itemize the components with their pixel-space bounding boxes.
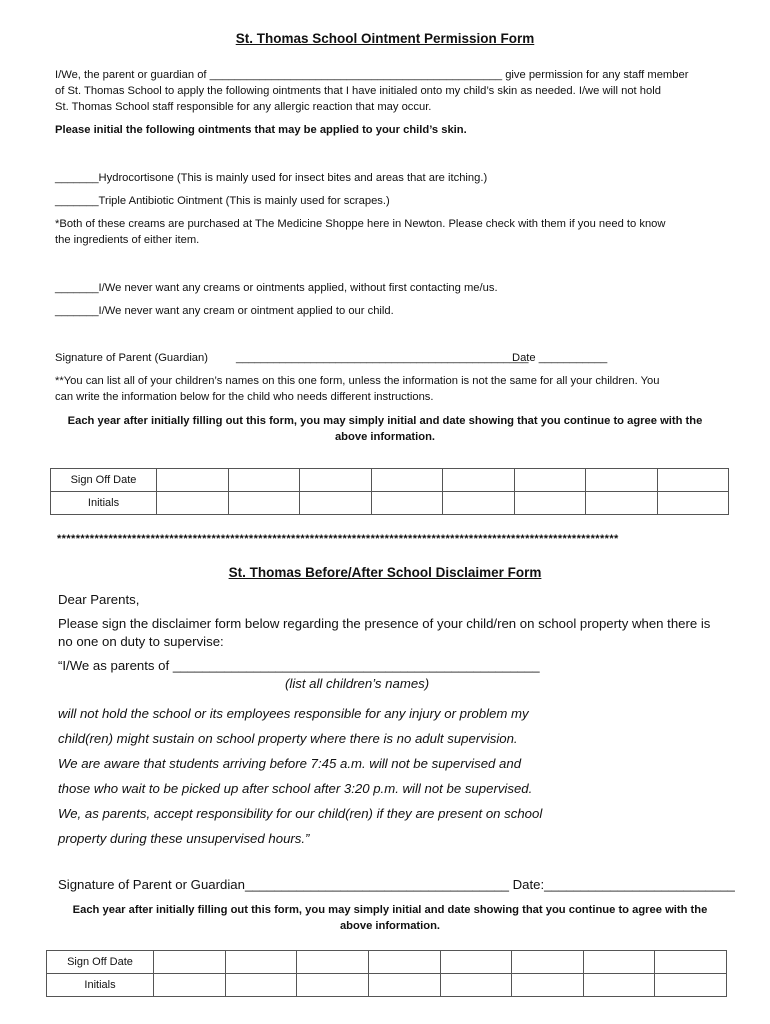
table-cell[interactable] [440,951,512,974]
form2-signature-field[interactable]: ____________________________________ [244,877,509,892]
table-cell[interactable] [297,951,369,974]
form2-date-field[interactable]: __________________________ [544,877,735,892]
option-never-apply[interactable]: _______I/We never want any cream or ointment applied to our child. [55,305,394,317]
medicine-note-line2: the ingredients of either item. [55,234,200,246]
table-cell[interactable] [514,492,586,515]
table-cell[interactable] [512,974,584,997]
form1-title: St. Thomas School Ointment Permission Form [235,31,535,46]
table-cell[interactable] [586,492,658,515]
children-names-field[interactable]: __________________________________________________ [172,658,540,673]
statement-line: property during these unsupervised hours.” [58,831,310,846]
table-cell[interactable] [371,469,443,492]
table-cell[interactable] [512,951,584,974]
initial-instruction: Please initial the following ointments that may be applied to your child’s skin. [55,124,467,136]
divider: ************************************************************************************************************************ [57,533,619,545]
form2-intro [58,615,710,651]
table-cell[interactable] [657,469,729,492]
medicine-note-line1: *Both of these creams are purchased at The Medicine Shoppe here in Newton. Please check with them if you need to know [55,218,666,230]
signoff-date-label: Sign Off Date [47,951,154,974]
table-cell[interactable] [157,492,229,515]
children-note-line1: **You can list all of your children’s names on this one form, unless the information is not the same for all your children. You [55,375,660,387]
medicine-note [55,216,665,248]
form2-yearly-note-line1: Each year after initially filling out this form, you may simply initial and date showing that you continue to agree with the [72,904,708,916]
table-row [51,492,729,515]
table-row [47,951,727,974]
table-row [47,974,727,997]
yearly-note [45,413,725,445]
intro-text-a: I/We, the parent or guardian of [55,69,210,81]
statement-line: will not hold the school or its employees responsible for any injury or problem my [58,706,529,721]
signoff-table-2 [46,950,727,997]
table-cell[interactable] [228,492,300,515]
table-cell[interactable] [300,469,372,492]
form2-signature-line [58,876,735,894]
form2-yearly-note [45,902,735,934]
table-cell[interactable] [583,974,655,997]
parents-of-label: “I/We as parents of [58,658,173,673]
parents-of-line [58,657,540,675]
statement-line: We are aware that students arriving before 7:45 a.m. will not be supervised and [58,756,522,771]
table-cell[interactable] [368,974,440,997]
table-cell[interactable] [154,951,226,974]
table-cell[interactable] [657,492,729,515]
children-note-line2: can write the information below for the child who needs different instructions. [55,391,434,403]
form2-yearly-note-line2: above information. [339,920,441,932]
table-cell[interactable] [225,974,297,997]
statement-line: child(ren) might sustain on school property where there is no adult supervision. [58,731,518,746]
signoff-date-label: Sign Off Date [51,469,157,492]
intro-text-line2: of St. Thomas School to apply the following ointments that I have initialed onto my child’s skin as needed. I/we will not hold [55,85,661,97]
form2-title: St. Thomas Before/After School Disclaimer Form [228,565,542,580]
table-cell[interactable] [297,974,369,997]
table-cell[interactable] [443,492,515,515]
disclaimer-statement [58,701,542,851]
initials-label: Initials [51,492,157,515]
signature-field[interactable]: _______________________________________________ [236,352,529,364]
table-cell[interactable] [225,951,297,974]
table-cell[interactable] [371,492,443,515]
children-note [55,373,659,405]
form2-signature-label: Signature of Parent or Guardian [58,877,245,892]
option-contact-first[interactable]: _______I/We never want any creams or ointments applied, without first contacting me/us. [55,282,498,294]
intro-text-b: give permission for any staff member [502,69,689,81]
statement-line: We, as parents, accept responsibility for our child(ren) if they are present on school [58,806,543,821]
table-cell[interactable] [586,469,658,492]
option-hydrocortisone[interactable]: _______Hydrocortisone (This is mainly used for insect bites and areas that are itching.) [55,172,488,184]
form2-date-label: Date: [508,877,545,892]
table-cell[interactable] [368,951,440,974]
table-cell[interactable] [154,974,226,997]
signature-label: Signature of Parent (Guardian) [55,352,208,364]
greeting: Dear Parents, [58,592,140,607]
form2-intro-line2: no one on duty to supervise: [58,634,224,649]
table-cell[interactable] [440,974,512,997]
date-field[interactable]: Date ___________ [512,352,608,364]
intro-text-line3: St. Thomas School staff responsible for any allergic reaction that may occur. [55,101,432,113]
table-cell[interactable] [655,974,727,997]
yearly-note-line2: above information. [334,431,436,443]
signoff-table-1 [50,468,729,515]
form2-intro-line1: Please sign the disclaimer form below regarding the presence of your child/ren on school property when there is [58,616,711,631]
table-cell[interactable] [300,492,372,515]
table-cell[interactable] [514,469,586,492]
yearly-note-line1: Each year after initially filling out this form, you may simply initial and date showing that you continue to agree with the [67,415,703,427]
statement-line: those who wait to be picked up after school after 3:20 p.m. will not be supervised. [58,781,533,796]
form1-intro [55,67,735,115]
table-cell[interactable] [583,951,655,974]
table-cell[interactable] [655,951,727,974]
option-triple-antibiotic[interactable]: _______Triple Antibiotic Ointment (This is mainly used for scrapes.) [55,195,390,207]
list-hint: (list all children’s names) [285,676,430,691]
table-row [51,469,729,492]
child-name-field[interactable]: _______________________________________________ [209,69,503,81]
table-cell[interactable] [157,469,229,492]
initials-label: Initials [47,974,154,997]
table-cell[interactable] [443,469,515,492]
table-cell[interactable] [228,469,300,492]
